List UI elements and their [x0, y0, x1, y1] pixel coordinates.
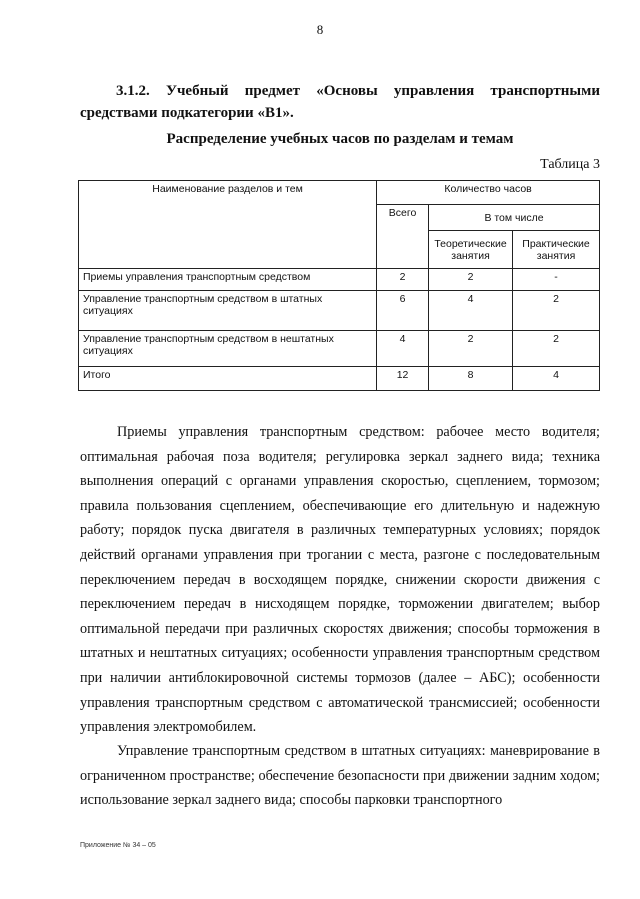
table-row — [79, 269, 600, 291]
row-theory: 8 — [429, 367, 513, 391]
row-practice: 2 — [513, 331, 600, 367]
table-row — [79, 331, 600, 367]
table-row — [79, 367, 600, 391]
footer-note: Приложение № 34 – 05 — [80, 842, 156, 849]
table-header-row — [79, 181, 600, 205]
column-header-including: В том числе — [429, 205, 600, 231]
page-number: 8 — [316, 22, 324, 37]
row-total: 12 — [377, 367, 429, 391]
paragraph-normal-situations: Управление транспортным средством в штатных ситуациях: маневрирование в ограниченном пространстве; обеспечение безопасности при движении задним ходом; использование зеркал заднего вида; способы парковки транспортного — [80, 743, 600, 809]
row-total: 6 — [377, 291, 429, 331]
row-practice: 2 — [513, 291, 600, 331]
table-label: Таблица 3 — [540, 157, 600, 172]
column-header-name: Наименование разделов и тем — [79, 181, 377, 269]
column-header-practice: Практические занятия — [513, 231, 600, 269]
section-heading: 3.1.2. Учебный предмет «Основы управления транспортными средствами подкатегории «B1». — [80, 83, 600, 121]
column-header-total: Всего — [377, 205, 429, 269]
row-name: Итого — [79, 367, 377, 391]
row-theory: 2 — [429, 331, 513, 367]
row-name: Управление транспортным средством в штатных ситуациях — [79, 291, 377, 331]
row-theory: 2 — [429, 269, 513, 291]
row-total: 4 — [377, 331, 429, 367]
row-total: 2 — [377, 269, 429, 291]
paragraph-driving-techniques: Приемы управления транспортным средством: рабочее место водителя; оптимальная рабочая поза водителя; регулировка зеркал заднего вида; техника выполнения операций с органами управления скоростью, сцеплением, тормозом; правила пользования сцеплением, обеспечивающие его длительную и надежную работу; порядок пуска двигателя в различных температурных условиях; порядок действий органами управления при трогании с места, разгоне с последовательным переключением передач в восходящем порядке, снижении скорости движения с переключением передач в нисходящем порядке, торможении двигателем; выбор оптимальной передачи при различных скоростях движения; способы торможения в штатных и нештатных ситуациях; особенности управления транспортным средством при наличии антиблокировочной системы тормозов (далее – АБС); особенности управления транспортным средством с автоматической трансмиссией; особенности управления электромобилем. — [80, 424, 600, 736]
row-theory: 4 — [429, 291, 513, 331]
row-practice: - — [513, 269, 600, 291]
column-header-theory: Теоретические занятия — [429, 231, 513, 269]
hours-table — [78, 180, 600, 391]
row-name: Приемы управления транспортным средством — [79, 269, 377, 291]
row-name: Управление транспортным средством в нештатных ситуациях — [79, 331, 377, 367]
table-heading: Распределение учебных часов по разделам и темам — [166, 131, 514, 147]
column-header-hours: Количество часов — [377, 181, 600, 205]
row-practice: 4 — [513, 367, 600, 391]
table-row — [79, 291, 600, 331]
